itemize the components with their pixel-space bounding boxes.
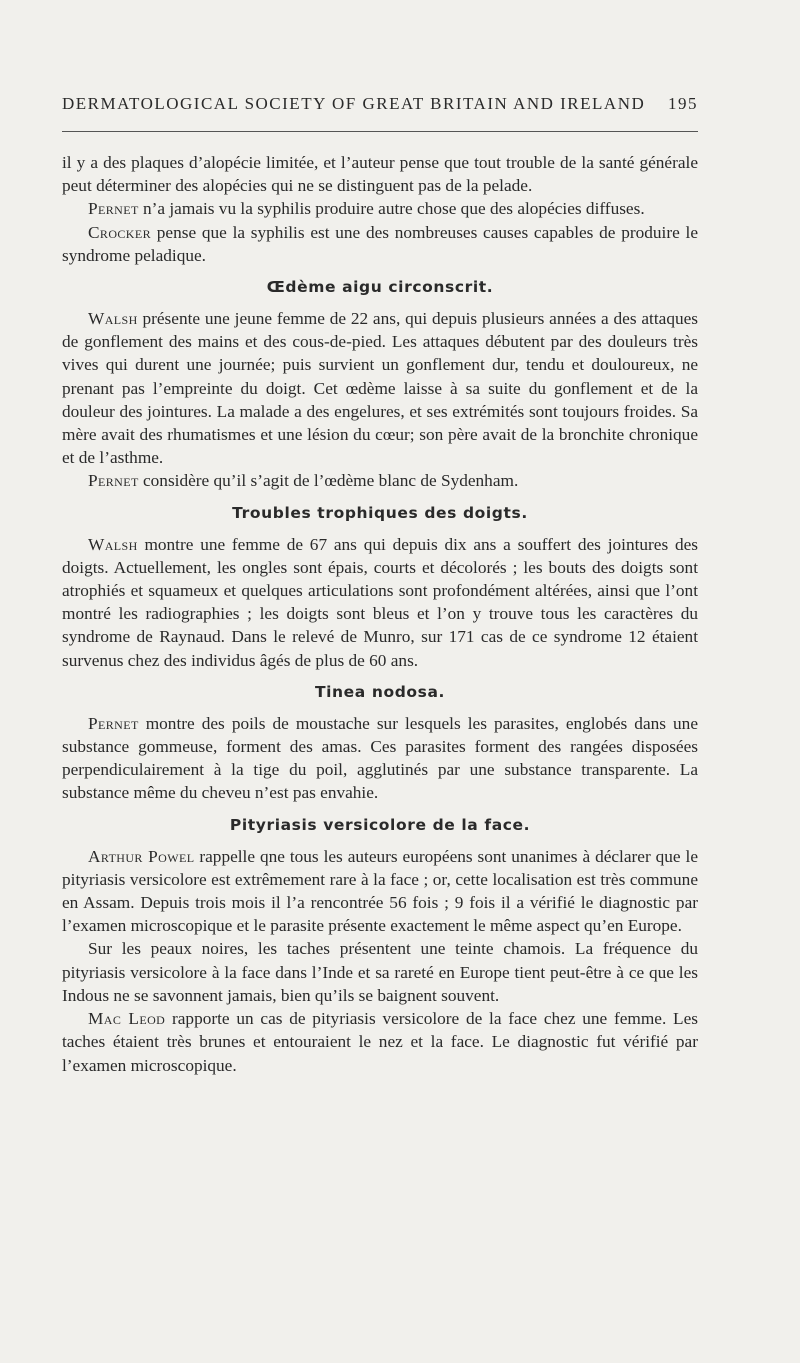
paragraph-text: rappelle qne tous les auteurs européens sont unanimes à déclarer que le pityriasis versicolore est extrêmement rare à la face ; or, cette localisation est très commune en Assam. Depuis trois mois il l’a rencontrée 56 fois ; 9 fois il a vérifié le diagnostic par l’examen microscopique et le parasite présente exactement le même aspect qu’en Europe. — [62, 846, 698, 936]
paragraph-text: présente une jeune femme de 22 ans, qui depuis plusieurs années a des attaques de gonflement des mains et des cous-de-pied. Les attaques débutent par des douleurs très vives qui durent une journée; puis survient un gonflement dur, tendu et douloureux, ne prenant pas l’empreinte du doigt. Cet œdème laisse à sa suite du gonflement et de la douleur des jointures. La malade a des engelures, et ses extrémités sont toujours froides. Sa mère avait des rhumatismes et une lésion du cœur; son père avait de la bronchite chronique et de l’asthme. — [62, 309, 698, 468]
header-rule — [62, 131, 698, 132]
author-name: Pernet — [88, 471, 139, 491]
author-name: Walsh — [88, 309, 138, 329]
author-name: Crocker — [88, 222, 152, 242]
author-name: Pernet — [88, 713, 139, 733]
author-name: Mac Leod — [88, 1009, 166, 1029]
section-heading: Pityriasis versicolore de la face. — [229, 815, 531, 834]
author-name: Pernet — [88, 199, 139, 219]
section-heading: Œdème aigu circonscrit. — [266, 278, 494, 297]
paragraph-text: pense que la syphilis est une des nombreuses causes capables de produire le syndrome peladique. — [62, 222, 698, 265]
section-heading: Tinea nodosa. — [314, 682, 446, 701]
paragraph-text: montre des poils de moustache sur lesquels les parasites, englobés dans une substance gommeuse, forment des amas. Ces parasites forment des rangées disposées perpendiculairement à la tige du poil, agglutinés par une substance transparente. La substance même du cheveu n’est pas envahie. — [62, 713, 698, 803]
paragraph: il y a des plaques d’alopécie limitée, et l’auteur pense que tout trouble de la santé générale peut déterminer des alopécies qui ne se distinguent pas de la pelade. — [62, 153, 698, 196]
paragraph — [62, 1007, 698, 1077]
running-header — [62, 94, 698, 114]
section-heading: Troubles trophiques des doigts. — [232, 503, 528, 522]
paragraph-text: considère qu’il s’agit de l’œdème blanc de Sydenham. — [138, 471, 519, 491]
running-title: DERMATOLOGICAL SOCIETY OF GREAT BRITAIN AND IRELAND — [62, 94, 646, 113]
paragraph-text: montre une femme de 67 ans qui depuis dix ans a souffert des jointures des doigts. Actuellement, les ongles sont épais, courts et décolorés ; les bouts des doigts sont atrophiés et squameux et quelques articulations sont profondément altérées, ainsi que l’ont montré les radiographies ; les doigts sont bleus et l’on y trouve tous les caractères du syndrome de Raynaud. Dans le relevé de Munro, sur 171 cas de ce syndrome 12 étaient survenus chez des individus âgés de plus de 60 ans. — [62, 534, 698, 670]
paragraph-text: n’a jamais vu la syphilis produire autre chose que des alopécies diffuses. — [138, 199, 645, 219]
paragraph — [62, 845, 698, 938]
paragraph-text: rapporte un cas de pityriasis versicolore de la face chez une femme. Les taches étaient très brunes et entouraient le nez et la face. Le diagnostic fut vérifié par l’examen microscopique. — [62, 1009, 698, 1075]
page-number: 195 — [668, 94, 698, 113]
author-name: Walsh — [88, 534, 138, 554]
paragraph — [62, 533, 698, 672]
body-text — [62, 151, 698, 1077]
paragraph — [62, 469, 698, 492]
paragraph — [62, 221, 698, 267]
paragraph — [62, 197, 698, 220]
paragraph — [62, 712, 698, 805]
paragraph: Sur les peaux noires, les taches présentent une teinte chamois. La fréquence du pityriasis versicolore à la face dans l’Inde et sa rareté en Europe tient peut-être à ce que les Indous ne se savonnent jamais, bien qu’ils se baignent souvent. — [62, 939, 698, 1005]
paragraph — [62, 307, 698, 469]
author-name: Arthur Powel — [88, 846, 195, 866]
